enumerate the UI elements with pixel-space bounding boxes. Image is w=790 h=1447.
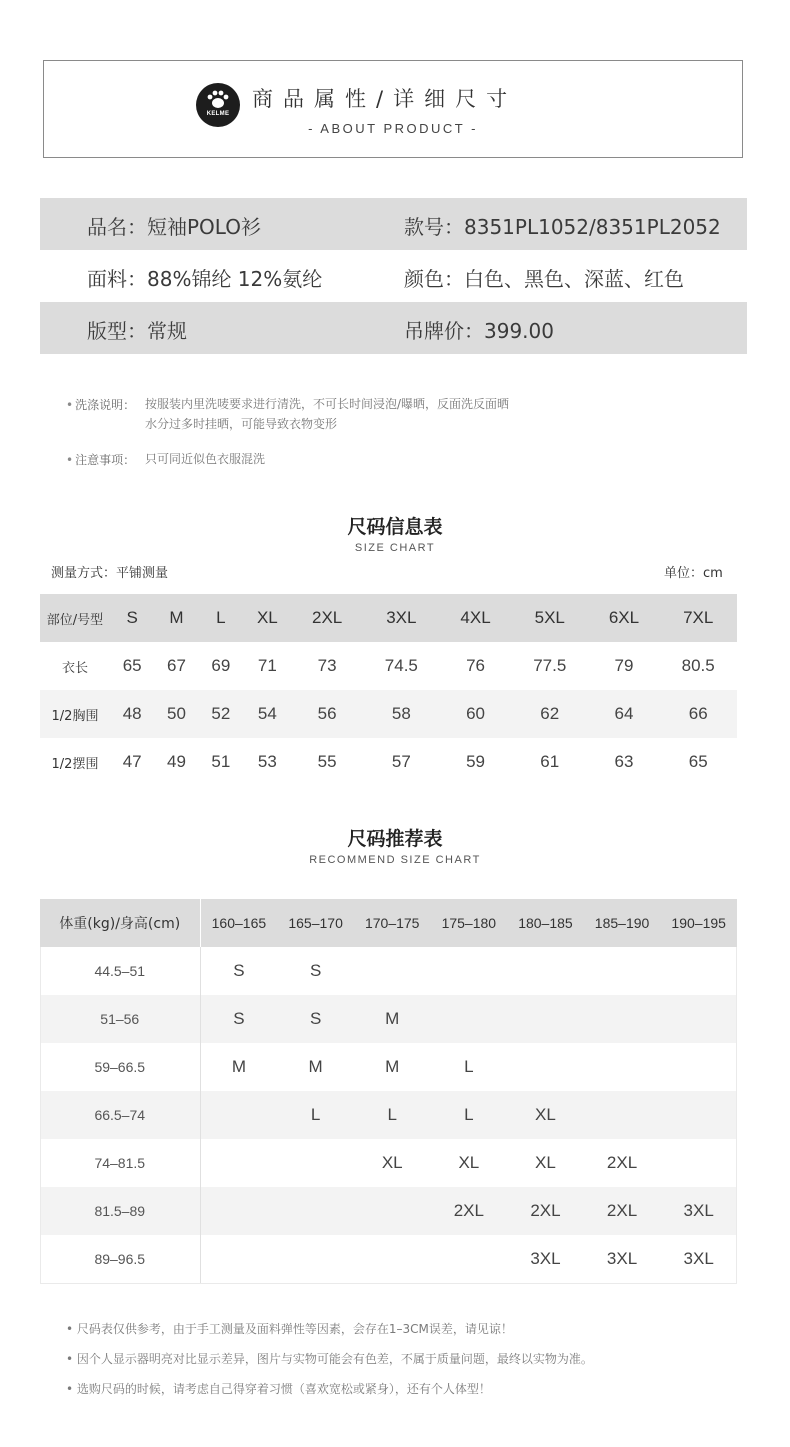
size-cell: S — [233, 961, 245, 980]
size-cell: L — [216, 608, 226, 627]
size-cell — [660, 995, 737, 1043]
size-cell: L — [464, 1057, 474, 1076]
size-cell: XL — [256, 608, 278, 627]
size-chart-subtitle: SIZE CHART — [354, 542, 436, 554]
value-cell: 77.5 — [533, 656, 567, 675]
value-cell: 64 — [614, 704, 634, 723]
weight-label: 66.5–74 — [40, 1091, 200, 1139]
size-cell — [431, 1235, 508, 1283]
page-title: 商品属性/详细尺寸 — [252, 87, 518, 111]
size-cell: L — [310, 1105, 321, 1124]
header-label: 体重(kg)/身高(cm) — [40, 899, 200, 947]
size-cell — [660, 947, 737, 995]
value-cell: 74.5 — [384, 656, 418, 675]
height-cell: 190–195 — [671, 915, 726, 931]
colors: 颜色：白色、黑色、深蓝、红色 — [404, 267, 684, 291]
size-header-row — [40, 594, 737, 642]
table-row — [40, 947, 737, 995]
size-cell: 2XL — [606, 1201, 638, 1220]
size-cell — [200, 1187, 277, 1235]
size-chart-table — [40, 594, 737, 786]
value-cell: 53 — [257, 752, 277, 771]
size-cell — [200, 1091, 277, 1139]
size-cell — [277, 1187, 354, 1235]
height-cell: 170–175 — [364, 915, 420, 931]
size-cell: 2XL — [312, 608, 343, 627]
value-cell: 67 — [167, 656, 186, 675]
size-cell — [660, 1139, 737, 1187]
recommend-chart-table — [40, 899, 737, 1283]
table-row — [40, 1043, 737, 1091]
height-header-row — [40, 899, 737, 947]
size-cell: L — [387, 1105, 397, 1124]
footnote: • 因个人显示器明亮对比显示差异，图片与实物可能会有色差，不属于质量问题，最终以实物为准。 — [66, 1352, 593, 1366]
weight-label: 89–96.5 — [40, 1235, 200, 1283]
height-cell: 185–190 — [594, 915, 650, 931]
size-cell — [277, 1235, 354, 1283]
footnote: • 选购尺码的时候，请考虑自己得穿着习惯（喜欢宽松或紧身），还有个人体型！ — [66, 1382, 491, 1396]
value-cell: 73 — [317, 656, 337, 675]
paw-icon — [206, 90, 230, 110]
size-cell: 3XL — [606, 1249, 638, 1268]
height-cell: 160–165 — [211, 915, 267, 931]
product-attributes — [40, 198, 747, 354]
weight-label: 81.5–89 — [40, 1187, 200, 1235]
fit-type: 版型：常规 — [87, 319, 187, 343]
weight-label: 51–56 — [40, 995, 200, 1043]
recommend-chart-title: 尺码推荐表 — [347, 828, 443, 850]
value-cell: 56 — [317, 704, 337, 723]
row-label: 1/2摆围 — [51, 756, 99, 772]
weight-label: 74–81.5 — [40, 1139, 200, 1187]
size-cell — [200, 1235, 277, 1283]
table-row — [40, 1091, 737, 1139]
caution-note-label: • 注意事项： — [66, 453, 136, 467]
logo-text: KELME — [206, 111, 230, 117]
value-cell: 66 — [688, 704, 708, 723]
height-cell: 180–185 — [518, 915, 573, 931]
value-cell: 47 — [122, 752, 142, 771]
caution-note-text: 只可同近似色衣服混洗 — [145, 452, 266, 466]
value-cell: 61 — [540, 752, 560, 771]
height-cell: 175–180 — [441, 915, 497, 931]
tag-price: 吊牌价：399.00 — [404, 319, 554, 343]
wash-note-line2: 水分过多时挂晒，可能导致衣物变形 — [145, 417, 338, 431]
size-cell — [431, 995, 508, 1043]
size-cell — [354, 1187, 431, 1235]
size-cell: S — [233, 1009, 245, 1028]
size-cell: M — [385, 1009, 400, 1028]
size-cell: L — [464, 1105, 474, 1124]
size-cell: XL — [535, 1153, 556, 1172]
size-cell — [507, 995, 584, 1043]
footnote: • 尺码表仅供参考，由于手工测量及面料弹性等因素，会存在1–3CM误差，请见谅！ — [66, 1322, 513, 1336]
height-cell: 165–170 — [288, 915, 343, 931]
table-row — [40, 1139, 737, 1187]
value-cell: 55 — [317, 752, 337, 771]
value-cell: 50 — [167, 704, 186, 723]
value-cell: 57 — [391, 752, 411, 771]
attribute-row — [40, 198, 747, 250]
size-cell — [660, 1043, 737, 1091]
size-cell — [507, 947, 584, 995]
size-cell: S — [309, 1009, 322, 1028]
value-cell: 71 — [257, 656, 277, 675]
header-label: 部位/号型 — [46, 612, 104, 628]
page-subtitle: - ABOUT PRODUCT - — [308, 121, 478, 136]
size-chart-title: 尺码信息表 — [347, 516, 443, 538]
value-cell: 76 — [466, 656, 485, 675]
value-cell: 69 — [211, 656, 231, 675]
size-cell: 6XL — [608, 608, 640, 627]
row-label: 衣长 — [61, 660, 88, 676]
size-cell — [200, 1139, 277, 1187]
table-row — [40, 995, 737, 1043]
size-cell — [584, 995, 661, 1043]
size-cell: 2XL — [530, 1201, 561, 1220]
fabric: 面料：88%锦纶 12%氨纶 — [87, 267, 323, 291]
weight-label: 44.5–51 — [40, 947, 200, 995]
size-cell: XL — [381, 1153, 403, 1172]
size-cell: 3XL — [530, 1249, 561, 1268]
wash-note-line1: 按服装内里洗唛要求进行清洗，不可长时间浸泡/曝晒，反面洗反面晒 — [145, 397, 510, 411]
size-cell: XL — [535, 1105, 556, 1124]
size-cell — [354, 1235, 431, 1283]
size-cell: M — [308, 1057, 323, 1076]
value-cell: 65 — [688, 752, 708, 771]
row-label: 1/2胸围 — [40, 690, 110, 738]
recommend-chart-subtitle: RECOMMEND SIZE CHART — [309, 854, 481, 866]
table-row — [40, 738, 737, 786]
size-cell: M — [231, 1057, 246, 1076]
size-cell — [660, 1091, 737, 1139]
size-cell: S — [309, 961, 322, 980]
value-cell: 48 — [122, 704, 142, 723]
table-row — [40, 642, 737, 690]
value-cell: 60 — [466, 704, 485, 723]
measure-unit: 单位：cm — [664, 566, 723, 581]
size-cell: 3XL — [683, 1201, 714, 1220]
value-cell: 65 — [122, 656, 142, 675]
value-cell: 63 — [614, 752, 634, 771]
size-cell: 4XL — [460, 608, 491, 627]
value-cell: 49 — [167, 752, 186, 771]
value-cell: 51 — [211, 752, 231, 771]
table-row — [40, 1187, 737, 1235]
value-cell: 52 — [211, 704, 231, 723]
size-cell: 3XL — [683, 1249, 714, 1268]
table-row — [40, 1235, 737, 1283]
value-cell: 62 — [540, 704, 560, 723]
size-cell — [277, 1139, 354, 1187]
size-cell: 5XL — [534, 608, 565, 627]
value-cell: 58 — [391, 704, 411, 723]
wash-note-label: • 洗涤说明： — [66, 398, 136, 412]
size-cell — [584, 947, 661, 995]
size-cell — [507, 1043, 584, 1091]
style-number: 款号：8351PL1052/8351PL2052 — [404, 215, 721, 239]
size-cell — [584, 1043, 661, 1091]
size-cell: 2XL — [606, 1153, 638, 1172]
weight-label: 59–66.5 — [40, 1043, 200, 1091]
measure-method: 测量方式：平铺测量 — [51, 566, 169, 581]
size-cell: M — [385, 1057, 400, 1076]
value-cell: 54 — [257, 704, 277, 723]
value-cell: 79 — [614, 656, 634, 675]
size-cell: 7XL — [683, 608, 714, 627]
size-cell — [584, 1091, 661, 1139]
product-name: 品名：短袖POLO衫 — [87, 215, 261, 239]
size-cell: M — [169, 608, 184, 627]
size-cell — [431, 947, 508, 995]
about-product-header — [43, 60, 743, 158]
size-cell: 3XL — [386, 608, 417, 627]
table-row — [40, 690, 737, 738]
size-cell: S — [126, 608, 138, 627]
value-cell: 59 — [466, 752, 485, 771]
size-cell: XL — [458, 1153, 480, 1172]
size-cell: 2XL — [453, 1201, 484, 1220]
size-cell — [354, 947, 431, 995]
attribute-row — [40, 302, 747, 354]
value-cell: 80.5 — [681, 656, 715, 675]
attribute-row — [40, 250, 747, 302]
